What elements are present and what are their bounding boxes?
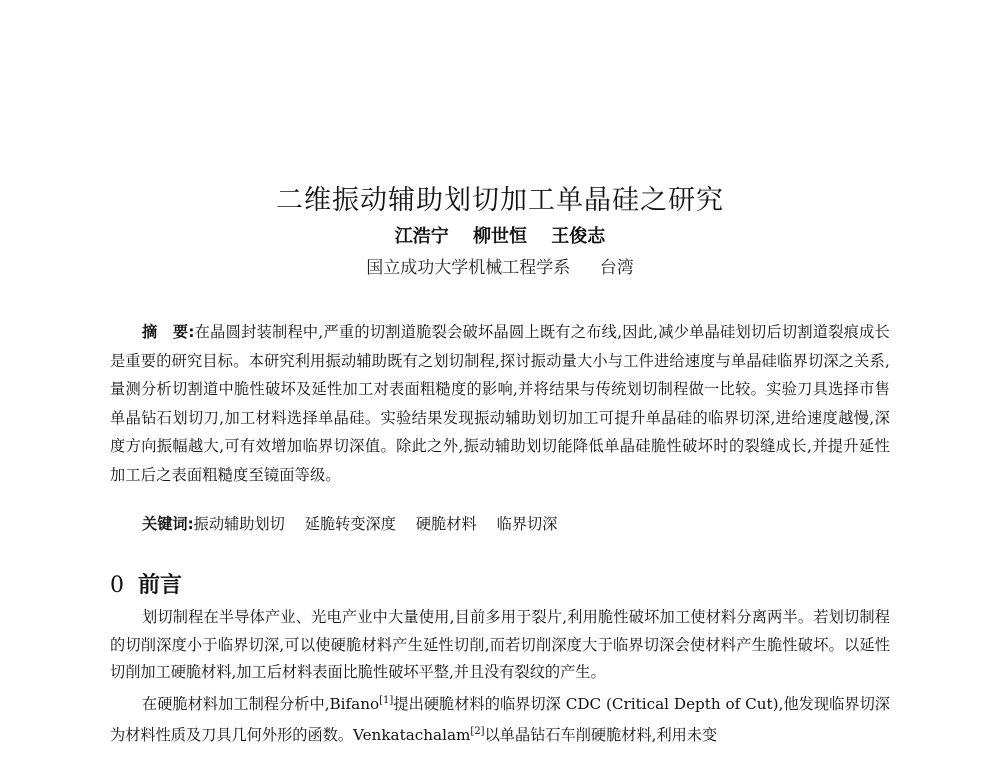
body-paragraph-1: 划切制程在半导体产业、光电产业中大量使用,目前多用于裂片,利用脆性破坏加工使材料分离两半。若划切制程的切削深度小于临界切深,可以使硬脆材料产生延性切削,而若切削深度大于临界切深会使材料产生脆性破坏。以延性切削加工硬脆材料,加工后材料表面比脆性破坏平整,并且没有裂纹的产生。 [110, 608, 890, 681]
abstract-label: 摘 要: [142, 323, 195, 341]
keywords [142, 513, 892, 534]
section-number: 0 [110, 573, 124, 598]
keyword-4: 临界切深 [496, 515, 558, 533]
abstract [110, 318, 890, 490]
citation-1: [1] [379, 694, 394, 706]
keyword-2: 延脆转变深度 [304, 515, 396, 533]
body-paragraph-2 [110, 687, 890, 750]
abstract-text: 在晶圆封装制程中,严重的切割道脆裂会破坏晶圆上既有之布线,因此,减少单晶硅划切后切割道裂痕成长是重要的研究目标。本研究利用振动辅助既有之划切制程,探讨振动量大小与工件进给速度与单晶硅临界切深之关系,量测分析切割道中脆性破坏及延性加工对表面粗糙度的影响,并将结果与传统划切制程做一比较。实验刀具选择市售单晶钻石划切刀,加工材料选择单晶硅。实验结果发现振动辅助划切加工可提升单晶硅的临界切深,进给速度越慢,深度方向振幅越大,可有效增加临界切深值。除此之外,振动辅助划切能降低单晶硅脆性破坏时的裂缝成长,并提升延性加工后之表面粗糙度至镜面等级。 [110, 323, 891, 484]
author-list [0, 222, 1000, 248]
keyword-3: 硬脆材料 [415, 515, 477, 533]
body-p2-part-c: 以单晶钻石车削硬脆材料,利用未变 [484, 726, 718, 745]
paper-title: 二维振动辅助划切加工单晶硅之研究 [276, 185, 724, 216]
section-heading [110, 568, 182, 599]
author-3: 王俊志 [551, 226, 606, 247]
section-title: 前言 [138, 572, 183, 598]
keyword-1: 振动辅助划切 [193, 515, 285, 533]
author-2: 柳世恒 [473, 226, 527, 247]
affiliation-institution: 国立成功大学机械工程学系 [366, 258, 571, 278]
author-1: 江浩宁 [394, 226, 449, 247]
affiliation-region: 台湾 [599, 258, 634, 278]
body-p2-part-a: 在硬脆材料加工制程分析中,Bifano [142, 694, 380, 713]
affiliation [0, 253, 1000, 278]
body-p2-part-b: 提出硬脆材料的临界切深 CDC (Critical Depth of Cut),他发现临界切深为材料性质及刀具几何外形的函数。Venkatachalam [110, 694, 890, 745]
keywords-label: 关键词: [142, 515, 194, 533]
citation-2: [2] [470, 726, 485, 738]
body-text [110, 604, 890, 750]
